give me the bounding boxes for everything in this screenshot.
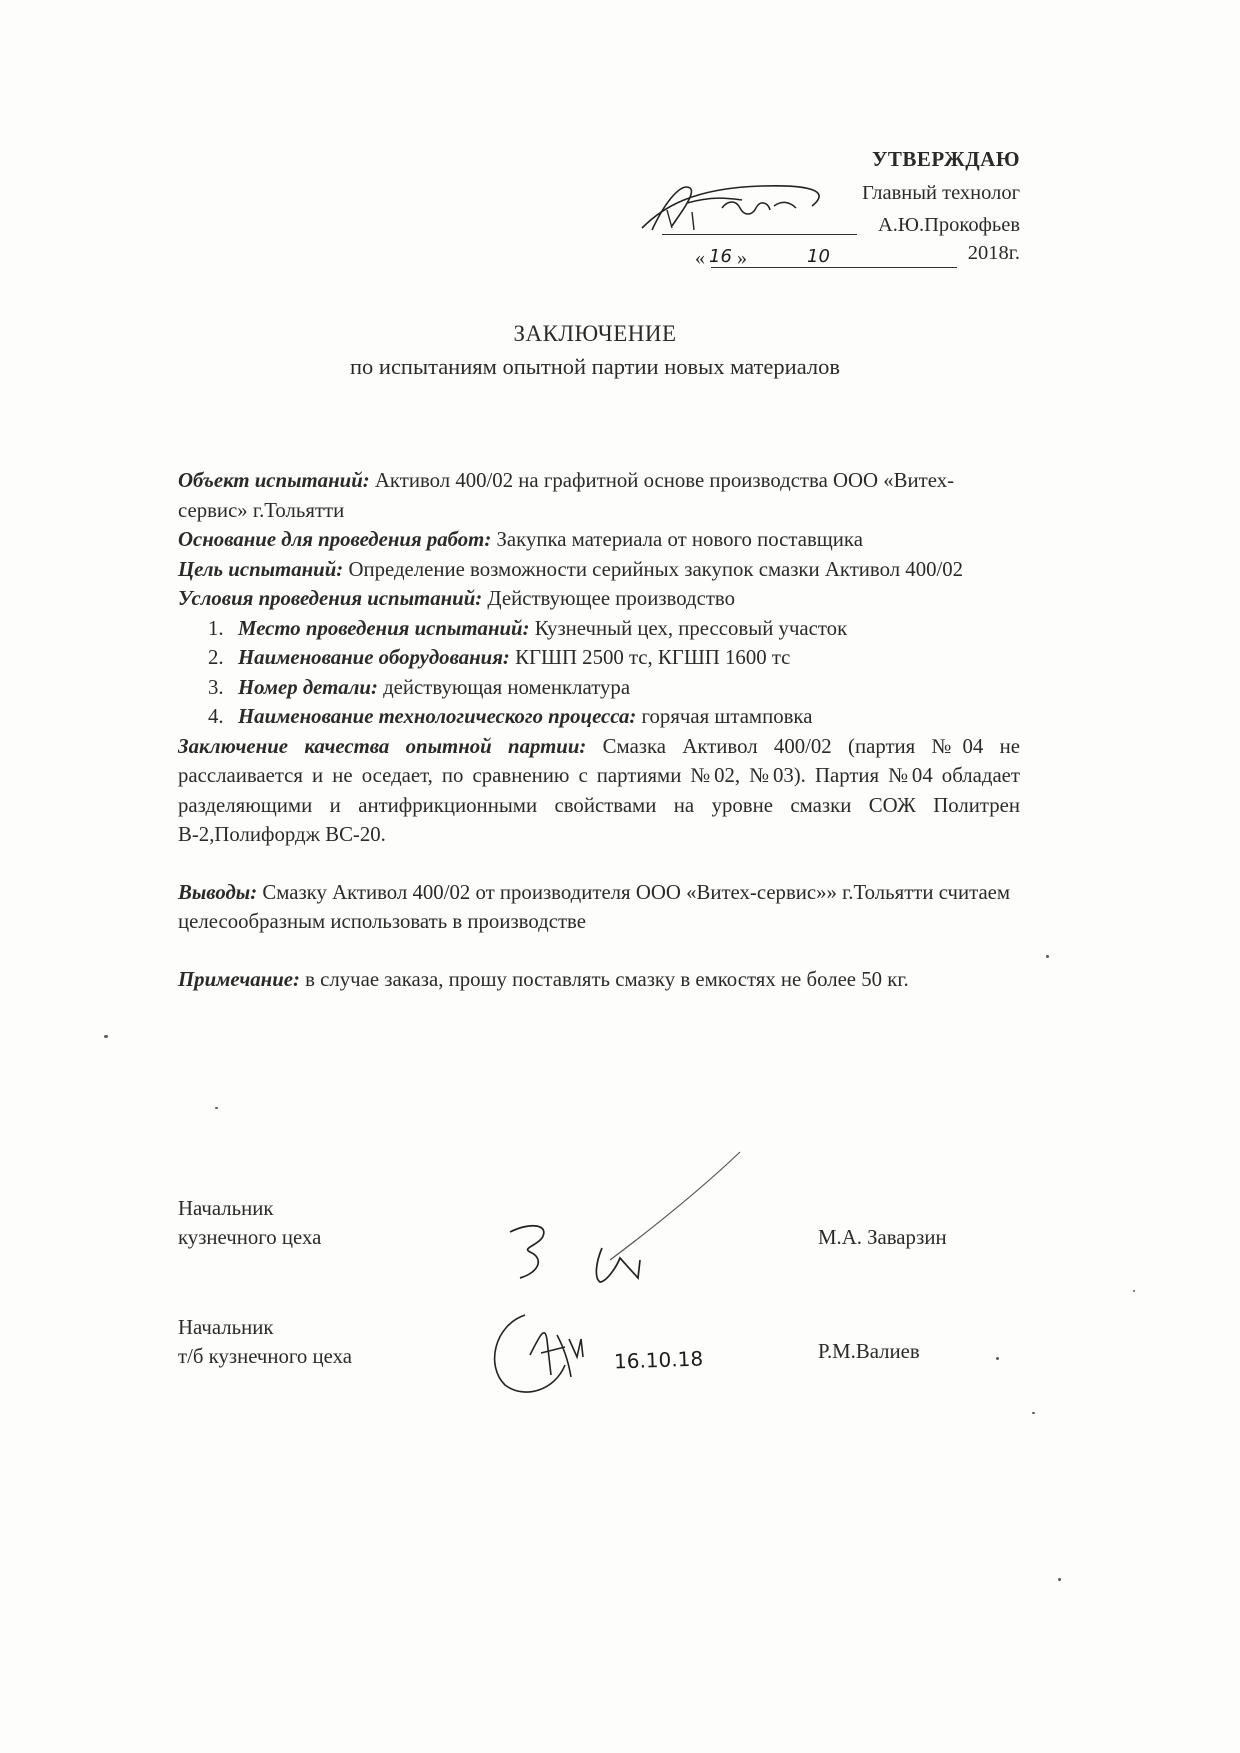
basis-label: Основание для проведения работ:	[178, 528, 492, 551]
note-paragraph	[178, 965, 1020, 995]
list-item	[208, 643, 1020, 673]
list-item-label: Номер детали:	[238, 675, 378, 699]
signer-role	[178, 1313, 352, 1371]
list-item-label: Наименование технологического процесса:	[238, 705, 637, 728]
scan-speck	[215, 1107, 218, 1109]
date-day: 16	[709, 246, 732, 267]
goal-paragraph	[178, 555, 1020, 585]
note-text: в случае заказа, прошу поставлять смазку в емкостях не более 50 кг.	[299, 967, 909, 991]
list-item	[208, 614, 1020, 644]
approval-role: Главный технолог	[861, 182, 1020, 204]
document-subtitle: по испытаниям опытной партии новых материалов	[349, 354, 840, 379]
signer-role-line: т/б кузнечного цеха	[178, 1345, 352, 1368]
list-item-label: Наименование оборудования:	[238, 646, 510, 669]
object-label: Объект испытаний:	[178, 469, 370, 492]
goal-label: Цель испытаний:	[178, 557, 344, 581]
conclusion-paragraph	[178, 878, 1020, 937]
conclusion-text: Смазку Активол 400/02 от производителя ООО «Витех-сервис»» г.Тольятти считаем целесообразным использовать в производстве	[178, 880, 1011, 933]
object-paragraph	[178, 466, 1020, 525]
conditions-text: Действующее производство	[482, 587, 735, 610]
date-open-quote: «	[695, 247, 705, 269]
list-item	[208, 702, 1020, 732]
document-heading	[0, 318, 1190, 384]
signer-role-line: Начальник	[178, 1316, 274, 1339]
basis-text: Закупка материала от нового поставщика	[491, 528, 863, 551]
scan-speck	[1133, 1290, 1135, 1292]
date-month: 10	[807, 246, 830, 267]
approval-signature	[632, 168, 832, 238]
basis-paragraph	[178, 525, 1020, 555]
scan-speck	[1046, 955, 1049, 958]
document-body	[178, 466, 1020, 994]
scan-speck	[104, 1035, 108, 1038]
list-number: 4.	[208, 705, 224, 728]
signature-scribble	[485, 1295, 615, 1405]
object-text: Активол 400/02 на графитной основе производства ООО «Витех-сервис» г.Тольятти	[178, 469, 955, 522]
signer-role-line: кузнечного цеха	[178, 1226, 322, 1249]
list-item-text: горячая штамповка	[636, 705, 813, 728]
note-label: Примечание:	[178, 967, 300, 991]
list-number: 2.	[208, 646, 224, 669]
list-item	[208, 673, 1020, 703]
conditions-paragraph	[178, 584, 1020, 614]
date-close-quote: »	[737, 247, 747, 269]
list-item-text: действующая номенклатура	[377, 675, 631, 699]
goal-text: Определение возможности серийных закупок смазки Активол 400/02	[343, 557, 964, 581]
signer-role	[178, 1194, 321, 1252]
signer-role-line: Начальник	[178, 1197, 274, 1220]
quality-paragraph	[178, 732, 1020, 850]
list-item-label: Место проведения испытаний:	[238, 616, 530, 640]
list-item-text: Кузнечный цех, прессовый участок	[529, 616, 848, 640]
conditions-list	[178, 614, 1020, 732]
approval-date	[695, 239, 1020, 271]
quality-label: Заключение качества опытной партии:	[178, 734, 587, 758]
date-underline	[711, 267, 957, 268]
list-number: 3.	[208, 675, 224, 699]
scan-speck	[1032, 1412, 1035, 1414]
signer-name: Р.М.Валиев	[818, 1340, 920, 1363]
quality-text: Смазка Активол 400/02 (партия №04 не расслаивается и не оседает, по сравнению с партиями №02, №03). Партия №04 обладает разделяющими и антифрикционными свойствами на уровне смазки СОЖ Политрен В-2,Полифордж ВС-20.	[178, 734, 1020, 846]
conclusion-label: Выводы:	[178, 880, 258, 904]
approval-name: А.Ю.Прокофьев	[877, 214, 1020, 236]
list-item-text: КГШП 2500 тс, КГШП 1600 тс	[509, 646, 791, 669]
document-title: ЗАКЛЮЧЕНИЕ	[513, 321, 677, 346]
scan-speck	[1058, 1578, 1061, 1581]
signer-name: М.А. Заварзин	[818, 1226, 947, 1249]
signature-scribble	[500, 1150, 760, 1300]
approval-title: УТВЕРЖДАЮ	[871, 147, 1020, 171]
list-number: 1.	[208, 616, 224, 640]
date-year: 2018г.	[967, 242, 1020, 264]
handwritten-date: 16.10.18	[613, 1346, 704, 1374]
scan-speck	[996, 1357, 999, 1360]
conditions-label: Условия проведения испытаний:	[178, 587, 483, 610]
